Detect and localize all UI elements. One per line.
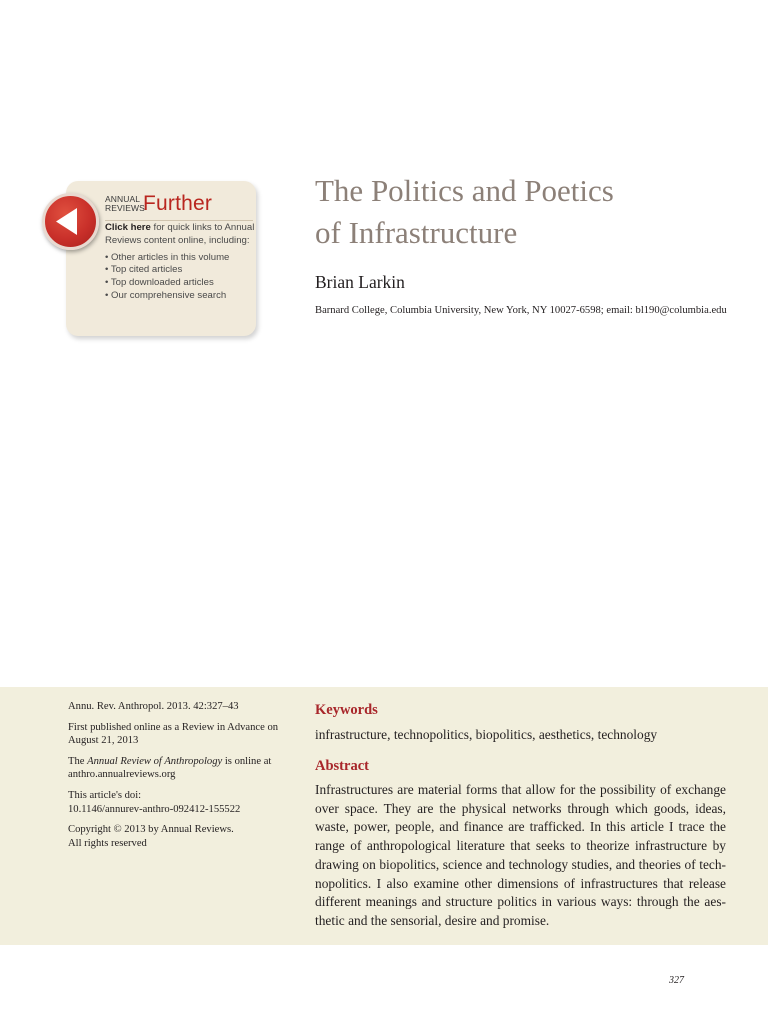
- journal-online: [68, 755, 288, 782]
- further-arrow-button[interactable]: [42, 193, 99, 250]
- brand-line-annual: ANNUAL: [105, 194, 141, 204]
- abstract-line: drawing on biopolitics, science and technology studies, and theories of tech-: [315, 856, 726, 872]
- author-affiliation: Barnard College, Columbia University, New York, NY 10027-6598; email: bl190@columbia.edu: [315, 305, 727, 316]
- author-name: Brian Larkin: [315, 272, 405, 292]
- rights: All rights reserved: [68, 837, 147, 849]
- copyright-block: [68, 823, 288, 850]
- journal-online-pre: The: [68, 755, 85, 767]
- citation: Annu. Rev. Anthropol. 2013. 42:327–43: [68, 701, 239, 712]
- annual-reviews-further-logo: [105, 192, 255, 219]
- abstract-line: thetic and the sensorial, desire and promise.: [315, 912, 550, 928]
- abstract-text: [315, 781, 726, 931]
- further-content: [105, 222, 255, 303]
- doi-block: [68, 789, 288, 816]
- doi-label: This article's doi:: [68, 789, 142, 801]
- further-link-other-articles[interactable]: • Other articles in this volume: [105, 252, 255, 265]
- keywords-text: infrastructure, technopolitics, biopolitics, aesthetics, technology: [315, 727, 658, 742]
- abstract-line: range of anthropological literature that seeks to theorize infrastructure by: [315, 838, 726, 854]
- article-metadata: [68, 700, 288, 857]
- title-line-1: The Politics and Poetics: [315, 173, 614, 208]
- further-link-search[interactable]: • Our comprehensive search: [105, 290, 255, 303]
- abstract-line: waste, power, people, and finance are trafficked. In this article I trace the: [315, 819, 726, 835]
- left-arrow-icon: [45, 196, 96, 247]
- journal-url[interactable]: is online at anthro.annualreviews.org: [68, 755, 272, 781]
- copyright: Copyright © 2013 by Annual Reviews.: [68, 824, 234, 836]
- page-number: 327: [669, 975, 684, 986]
- annual-reviews-wordmark: [105, 195, 145, 213]
- journal-name: Annual Review of Anthropology: [87, 755, 223, 767]
- further-link-top-cited[interactable]: • Top cited articles: [105, 264, 255, 277]
- further-intro: [105, 222, 255, 248]
- abstract-line: Infrastructures are material forms that allow for the possibility of exchange: [315, 782, 726, 797]
- abstract-line: nopolitics. I also examine other dimensions of infrastructures that release: [315, 875, 726, 891]
- further-intro-text: for quick links to Annual Reviews content online, including:: [105, 222, 255, 246]
- publication-date: First published online as a Review in Advance on August 21, 2013: [68, 721, 279, 747]
- abstract-heading: Abstract: [315, 758, 369, 774]
- keywords-heading: Keywords: [315, 702, 378, 718]
- further-divider: [105, 220, 253, 221]
- article-title: [315, 170, 735, 254]
- title-line-2: of Infrastructure: [315, 215, 518, 250]
- abstract-line: over space. They are the physical networks through which goods, ideas,: [315, 800, 726, 816]
- doi-value: 10.1146/annurev-anthro-092412-155522: [68, 803, 241, 815]
- further-links-list: [105, 252, 255, 303]
- click-here-link[interactable]: Click here: [105, 222, 151, 233]
- further-link-top-downloaded[interactable]: • Top downloaded articles: [105, 277, 255, 290]
- brand-line-reviews: REVIEWS: [105, 203, 145, 213]
- further-wordmark: Further: [143, 192, 213, 215]
- abstract-line: different meanings and structure politics in various ways: through the aes-: [315, 894, 726, 910]
